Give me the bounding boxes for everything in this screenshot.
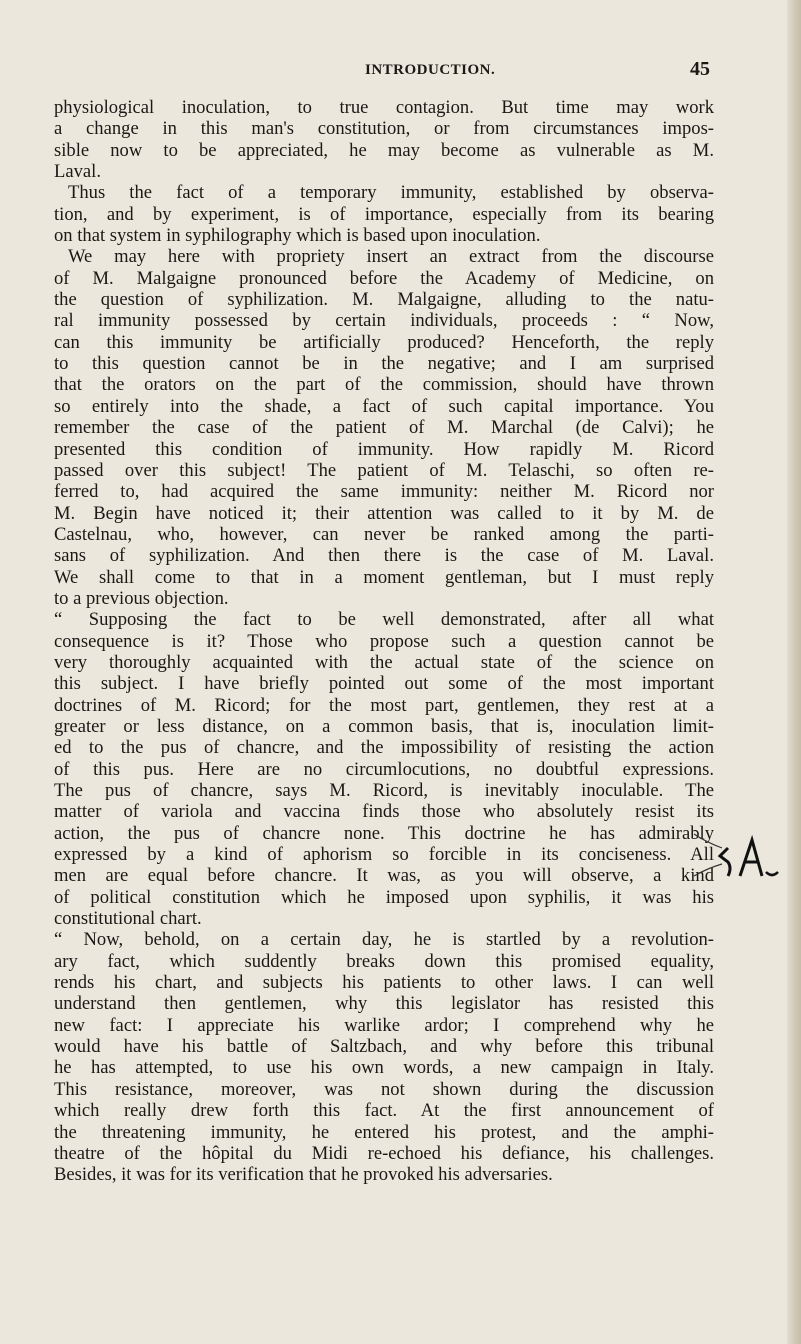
text-line: We may here with propriety insert an extract from the discourse bbox=[68, 246, 714, 268]
text-line: ferred to, had acquired the same immunity: neither M. Ricord nor bbox=[54, 481, 714, 503]
text-line: physiological inoculation, to true contagion. But time may work bbox=[54, 97, 714, 118]
text-line: of political constitution which he imposed upon syphilis, it was his bbox=[54, 886, 714, 908]
text-line: Laval. bbox=[54, 161, 101, 183]
text-line: understand then gentlemen, why this legislator has resisted this bbox=[54, 993, 714, 1015]
text-line: would have his battle of Saltzbach, and why before this tribunal bbox=[54, 1036, 714, 1058]
text-line: which really drew forth this fact. At the first announcement of bbox=[54, 1100, 714, 1122]
text-line: of this pus. Here are no circumlocutions, no doubtful expressions. bbox=[54, 758, 714, 780]
text-line: on that system in syphilography which is based upon inoculation. bbox=[54, 225, 541, 247]
text-line: very thoroughly acquainted with the actual state of the science on bbox=[54, 651, 714, 673]
text-line: of M. Malgaigne pronounced before the Academy of Medicine, on bbox=[54, 267, 714, 289]
text-line: to a previous objection. bbox=[54, 587, 229, 609]
page-edge bbox=[787, 0, 801, 1344]
text-line: ary fact, which suddently breaks down this promised equality, bbox=[54, 950, 714, 972]
text-line: rends his chart, and subjects his patients to other laws. I can well bbox=[54, 972, 714, 994]
running-title: INTRODUCTION. bbox=[365, 62, 496, 78]
text-line: doctrines of M. Ricord; for the most part, gentlemen, they rest at a bbox=[54, 694, 714, 716]
text-line: The pus of chancre, says M. Ricord, is inevitably inoculable. The bbox=[54, 780, 714, 801]
text-line: sible now to be appreciated, he may become as vulnerable as M. bbox=[54, 139, 714, 161]
text-line: ral immunity possessed by certain individuals, proceeds : “ Now, bbox=[54, 310, 714, 332]
body-text bbox=[54, 97, 714, 1186]
text-line: theatre of the hôpital du Midi re-echoed his defiance, his challenges. bbox=[54, 1142, 714, 1164]
text-line: M. Begin have noticed it; their attention was called to it by M. de bbox=[54, 502, 714, 524]
text-line: Castelnau, who, however, can never be ranked among the parti- bbox=[54, 523, 714, 545]
text-line: Besides, it was for its verification that he provoked his adversaries. bbox=[54, 1164, 553, 1186]
text-line: passed over this subject! The patient of M. Telaschi, so often re- bbox=[54, 459, 714, 481]
text-line: “ Supposing the fact to be well demonstrated, after all what bbox=[54, 609, 714, 631]
text-line: tion, and by experiment, is of importance, especially from its bearing bbox=[54, 203, 714, 225]
text-line: greater or less distance, on a common basis, that is, inoculation limit- bbox=[54, 715, 714, 737]
text-line: consequence is it? Those who propose such a question cannot be bbox=[54, 630, 714, 652]
handwritten-correction-mark bbox=[692, 832, 792, 880]
text-line: remember the case of the patient of M. Marchal (de Calvi); he bbox=[54, 417, 714, 439]
text-line: ed to the pus of chancre, and the impossibility of resisting the action bbox=[54, 737, 714, 759]
text-line: “ Now, behold, on a certain day, he is startled by a revolution- bbox=[54, 929, 714, 951]
text-line: so entirely into the shade, a fact of such capital importance. You bbox=[54, 395, 714, 417]
text-line: constitutional chart. bbox=[54, 908, 202, 930]
text-line: new fact: I appreciate his warlike ardor; I comprehend why he bbox=[54, 1014, 714, 1036]
text-line: presented this condition of immunity. How rapidly M. Ricord bbox=[54, 438, 714, 460]
page-header bbox=[0, 58, 801, 84]
text-line: the question of syphilization. M. Malgaigne, alluding to the natu- bbox=[54, 289, 714, 311]
text-line: We shall come to that in a moment gentleman, but I must reply bbox=[54, 566, 714, 588]
text-line: that the orators on the part of the commission, should have thrown bbox=[54, 374, 714, 396]
text-line: this subject. I have briefly pointed out some of the most important bbox=[54, 673, 714, 695]
text-line: Thus the fact of a temporary immunity, established by observa- bbox=[68, 182, 714, 204]
text-line: men are equal before chancre. It was, as you will observe, a kind bbox=[54, 865, 714, 887]
text-line: he has attempted, to use his own words, a new campaign in Italy. bbox=[54, 1057, 714, 1079]
text-line: action, the pus of chancre none. This doctrine he has admirably bbox=[54, 822, 714, 844]
text-line: expressed by a kind of aphorism so forcible in its conciseness. All bbox=[54, 844, 714, 866]
text-line: to this question cannot be in the negative; and I am surprised bbox=[54, 353, 714, 375]
text-line: sans of syphilization. And then there is the case of M. Laval. bbox=[54, 545, 714, 567]
text-line: the threatening immunity, he entered his protest, and the amphi- bbox=[54, 1121, 714, 1143]
text-line: a change in this man's constitution, or from circumstances impos- bbox=[54, 118, 714, 140]
text-line: This resistance, moreover, was not shown during the discussion bbox=[54, 1078, 714, 1100]
margin-correction-mark bbox=[692, 832, 792, 880]
text-line: can this immunity be artificially produced? Henceforth, the reply bbox=[54, 331, 714, 353]
page-number: 45 bbox=[690, 58, 710, 80]
text-line: matter of variola and vaccina finds those who absolutely resist its bbox=[54, 801, 714, 823]
